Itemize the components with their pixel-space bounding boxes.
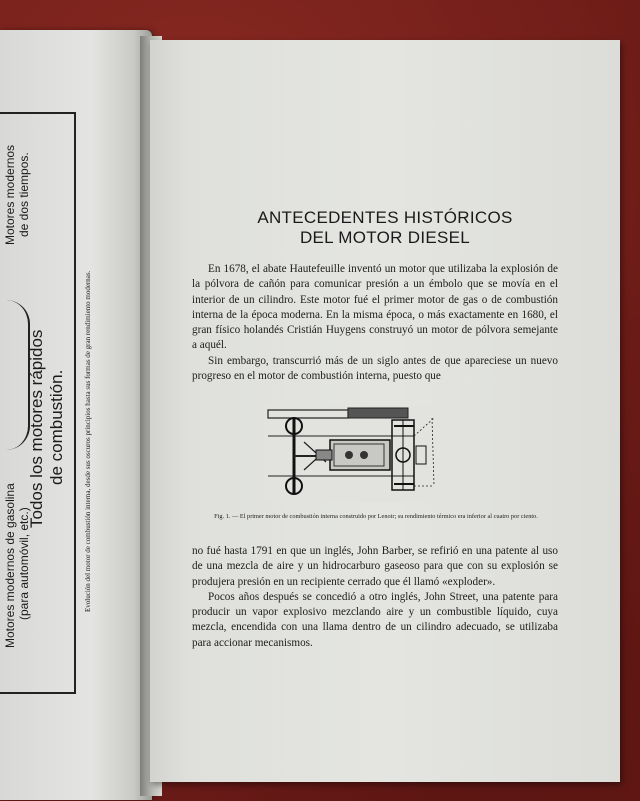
left-heading-line1: Todos los motores rápidos — [27, 329, 46, 528]
paragraph-1: En 1678, el abate Hautefeuille inventó un motor que utilizaba la explosión de la pólvora de cañón para comunicar presión a un émbolo que se movía en el interior de un cilindro. Este motor fué el primer motor de gas o de combustión interna de la época moderna. En la misma época, o más exactamente en 1680, el gran físico holandés Cristián Huygens construyó un motor de pólvora semejante a aquél. — [192, 263, 558, 352]
left-caption: Evolución del motor de combustión interna, desde sus oscuros principios hasta sus formas de gran rendimiento modernas. — [84, 270, 92, 612]
paragraph-3: no fué hasta 1791 en que un inglés, John Barber, se refirió en una patente al uso de una mezcla de aire y un hidrocarburo gaseoso para que con su explosión se produjera presión en un recipiente cerrado que él llamó «exploder». — [192, 545, 558, 588]
chapter-title-line2: DEL MOTOR DIESEL — [299, 228, 471, 247]
body-text-top — [192, 262, 558, 384]
body-text-bottom — [192, 544, 558, 651]
left-item1-line1: Motores modernos de gasolina — [3, 483, 17, 648]
left-item2-line1: Motores modernos — [3, 144, 17, 245]
left-heading-line2: de combustión. — [47, 369, 66, 485]
paragraph-2: Sin embargo, transcurrió más de un siglo antes de que apareciese un nuevo progreso en el motor de combustión interna, puesto que — [192, 354, 558, 383]
left-item2-line2: de dos tiempos. — [17, 152, 31, 237]
left-item1-line2: (para automóvil, etc.) — [17, 507, 31, 620]
paragraph-4: Pocos años después se concedió a otro inglés, John Street, una patente para producir un vapor explosivo mezclando aire y un combustible líquido, cuya mezcla, encendida con una llama dentro de un cilindro adecuado, se utilizaba para accionar mecanismos. — [192, 590, 558, 649]
figure-caption: Fig. 1. — El primer motor de combustión interna construido por Lenoir; su rendimiento térmico era inferior al cuatro por ciento. — [214, 513, 538, 520]
left-page — [0, 30, 152, 800]
chapter-title-line1: ANTECEDENTES HISTÓRICOS — [257, 208, 513, 227]
right-page — [150, 40, 620, 782]
lenoir-engine-illustration — [264, 406, 440, 502]
